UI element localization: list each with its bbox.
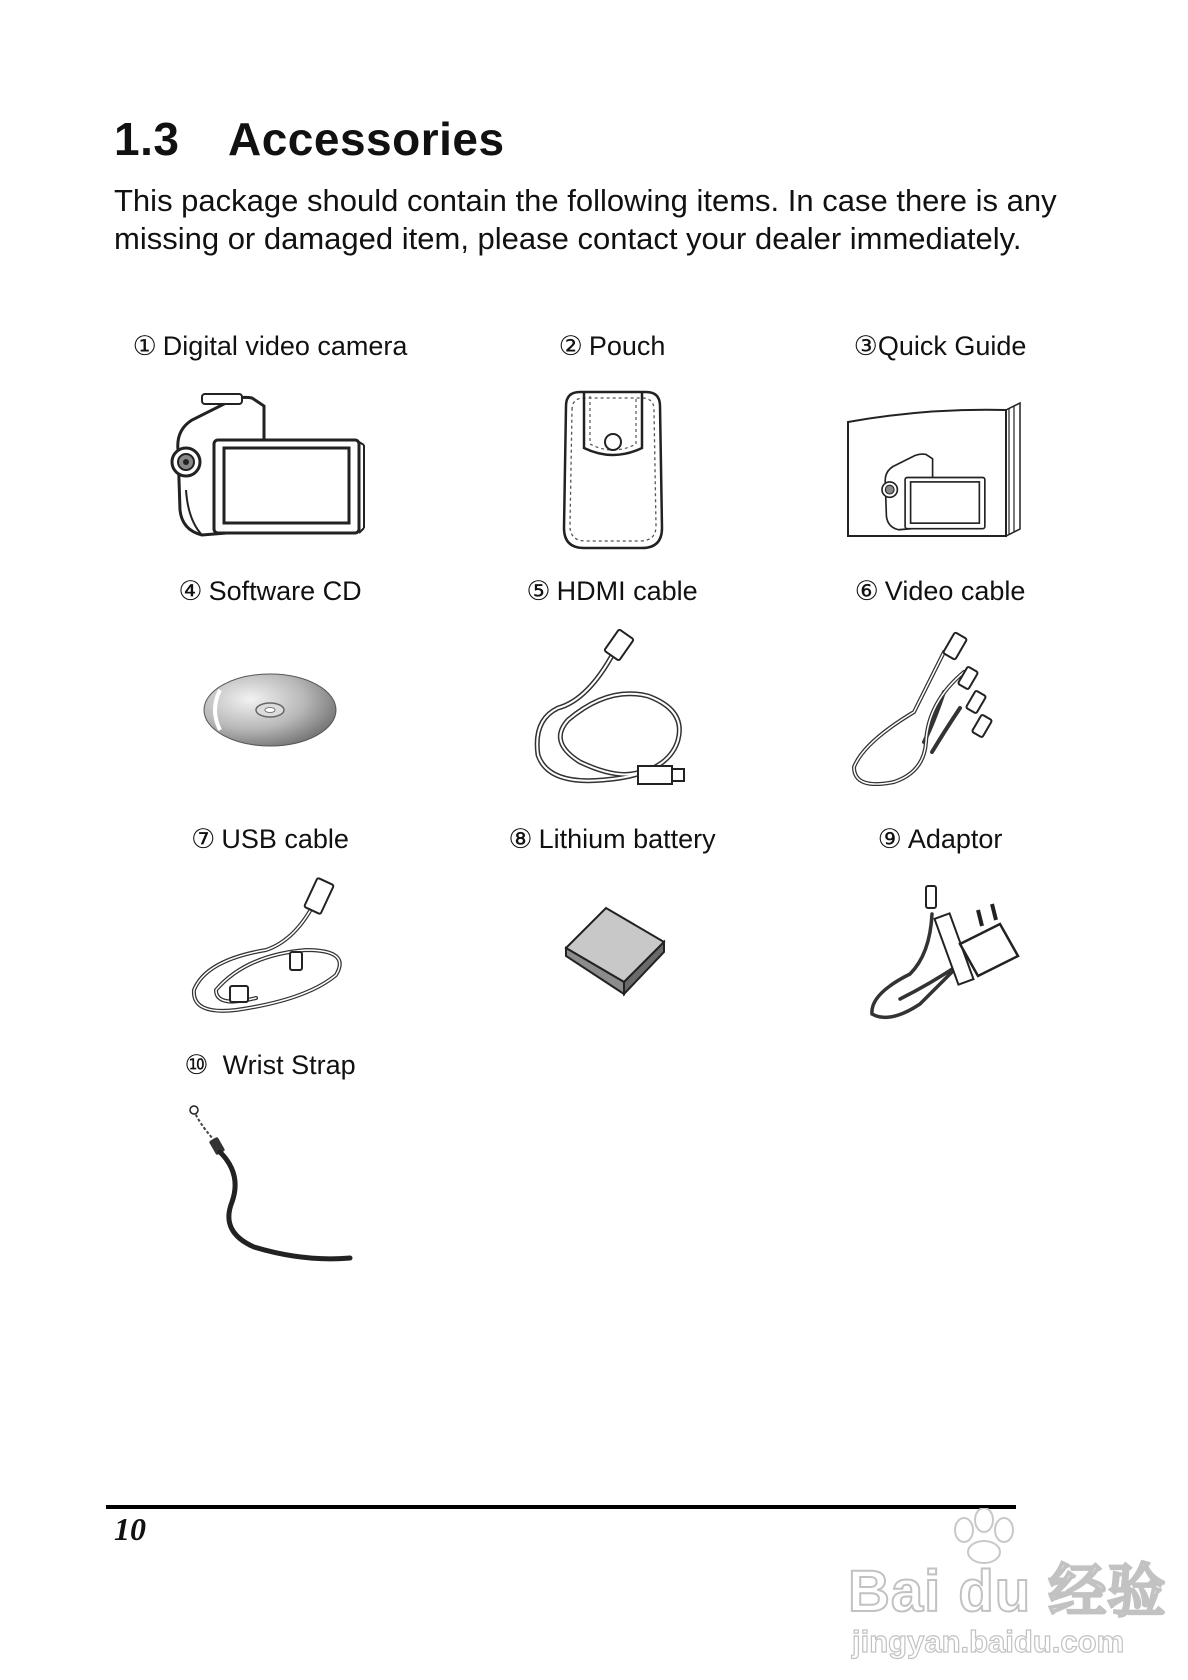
item-name: USB cable [221, 824, 349, 854]
item-label-pouch [559, 331, 666, 362]
page-number: 10 [114, 1511, 146, 1547]
item-number: ⑩ [184, 1050, 209, 1080]
section-heading [114, 112, 505, 166]
baidu-watermark [848, 1508, 1167, 1678]
item-number: ⑧ [508, 824, 533, 854]
item-name: Video cable [884, 576, 1026, 606]
watermark-brand: Bai du 经验 [848, 1559, 1167, 1624]
usb-cable-illustration [186, 880, 356, 1020]
item-label-usb-cable [191, 824, 349, 855]
hdmi-cable-illustration [528, 630, 698, 792]
video-cable-illustration [844, 632, 1014, 792]
item-label-wrist-strap [184, 1050, 355, 1081]
software-cd-illustration [202, 670, 338, 750]
item-name: HDMI cable [556, 576, 698, 606]
item-label-camera [133, 331, 408, 362]
section-number: 1.3 [114, 113, 180, 165]
item-label-lithium-battery [508, 824, 715, 855]
item-number: ① [132, 331, 157, 361]
item-label-hdmi-cable [526, 576, 697, 607]
section-title: Accessories [228, 113, 505, 165]
item-label-adaptor [878, 824, 1003, 855]
camera-illustration [172, 390, 372, 545]
item-name: Digital video camera [162, 331, 408, 361]
item-number: ③ [853, 331, 878, 361]
adaptor-illustration [860, 884, 1024, 1024]
item-number: ⑦ [191, 824, 216, 854]
intro-line-1: This package should contain the following items. In case there is any [114, 183, 1057, 218]
item-number: ⑥ [854, 576, 879, 606]
item-name: Pouch [588, 331, 666, 361]
item-label-software-cd [178, 576, 361, 607]
item-name: Quick Guide [877, 331, 1027, 361]
item-number: ⑤ [526, 576, 551, 606]
item-number: ⑨ [877, 824, 902, 854]
item-name: Wrist Strap [222, 1050, 356, 1080]
item-name: Lithium battery [538, 824, 716, 854]
item-name: Software CD [208, 576, 362, 606]
watermark-url: jingyan.baidu.com [852, 1624, 1125, 1659]
wrist-strap-illustration [184, 1102, 354, 1262]
item-label-quick-guide [854, 331, 1027, 362]
quick-guide-illustration [846, 400, 1022, 540]
intro-line-2: missing or damaged item, please contact your dealer immediately. [114, 221, 1022, 256]
pouch-illustration [554, 388, 672, 553]
intro-paragraph [114, 182, 1114, 258]
item-number: ④ [178, 576, 203, 606]
item-number: ② [558, 331, 583, 361]
item-name: Adaptor [907, 824, 1003, 854]
item-label-video-cable [855, 576, 1026, 607]
lithium-battery-illustration [560, 902, 666, 1002]
